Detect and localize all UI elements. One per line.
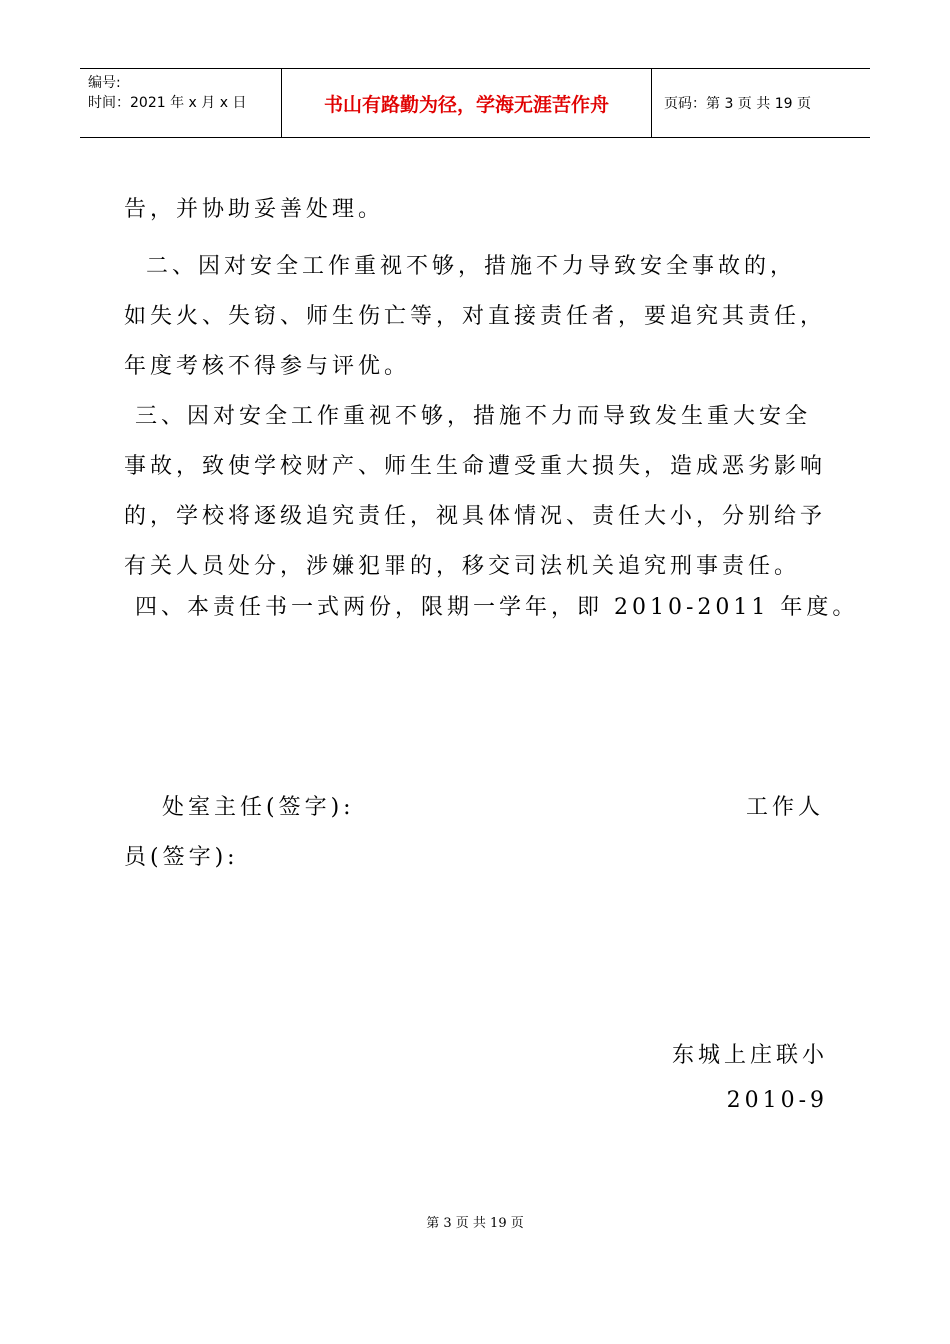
document-header <box>80 68 870 138</box>
header-motto: 书山有路勤为径，学海无涯苦作舟 <box>282 69 652 137</box>
time-label: 时间：2021 年 x 月 x 日 <box>88 95 247 111</box>
page-footer: 第 3 页 共 19 页 <box>426 1216 524 1231</box>
paragraph-item-2 <box>124 242 830 392</box>
document-date: 2010-9 <box>726 1088 828 1113</box>
paragraph-continuation: 告，并协助妥善处理。 <box>124 197 385 222</box>
number-label: 编号: <box>88 75 121 91</box>
paragraph-line: 事故，致使学校财产、师生生命遭受重大损失，造成恶劣影响 <box>124 454 827 479</box>
paragraph-line: 有关人员处分，涉嫌犯罪的，移交司法机关追究刑事责任。 <box>124 554 801 579</box>
staff-signature-label-part2: 员(签字): <box>124 845 239 870</box>
paragraph-item-4: 四、本责任书一式两份，限期一学年，即 2010-2011 年度。 <box>124 595 859 620</box>
paragraph-line: 三、因对安全工作重视不够，措施不力而导致发生重大安全 <box>124 404 811 429</box>
paragraph-line: 的，学校将逐级追究责任，视具体情况、责任大小，分别给予 <box>124 504 827 529</box>
header-page-info: 页码：第 3 页 共 19 页 <box>664 96 811 112</box>
paragraph-line: 二、因对安全工作重视不够，措施不力导致安全事故的， <box>124 254 796 279</box>
paragraph-line: 如失火、失窃、师生伤亡等，对直接责任者，要追究其责任， <box>124 304 827 329</box>
organization-name: 东城上庄联小 <box>671 1043 828 1068</box>
director-signature-label: 处室主任(签字): <box>162 795 355 820</box>
staff-signature-label-part1: 工作人 <box>745 795 824 820</box>
header-meta <box>80 69 282 137</box>
paragraph-item-3 <box>124 392 830 592</box>
paragraph-line: 年度考核不得参与评优。 <box>124 354 411 379</box>
